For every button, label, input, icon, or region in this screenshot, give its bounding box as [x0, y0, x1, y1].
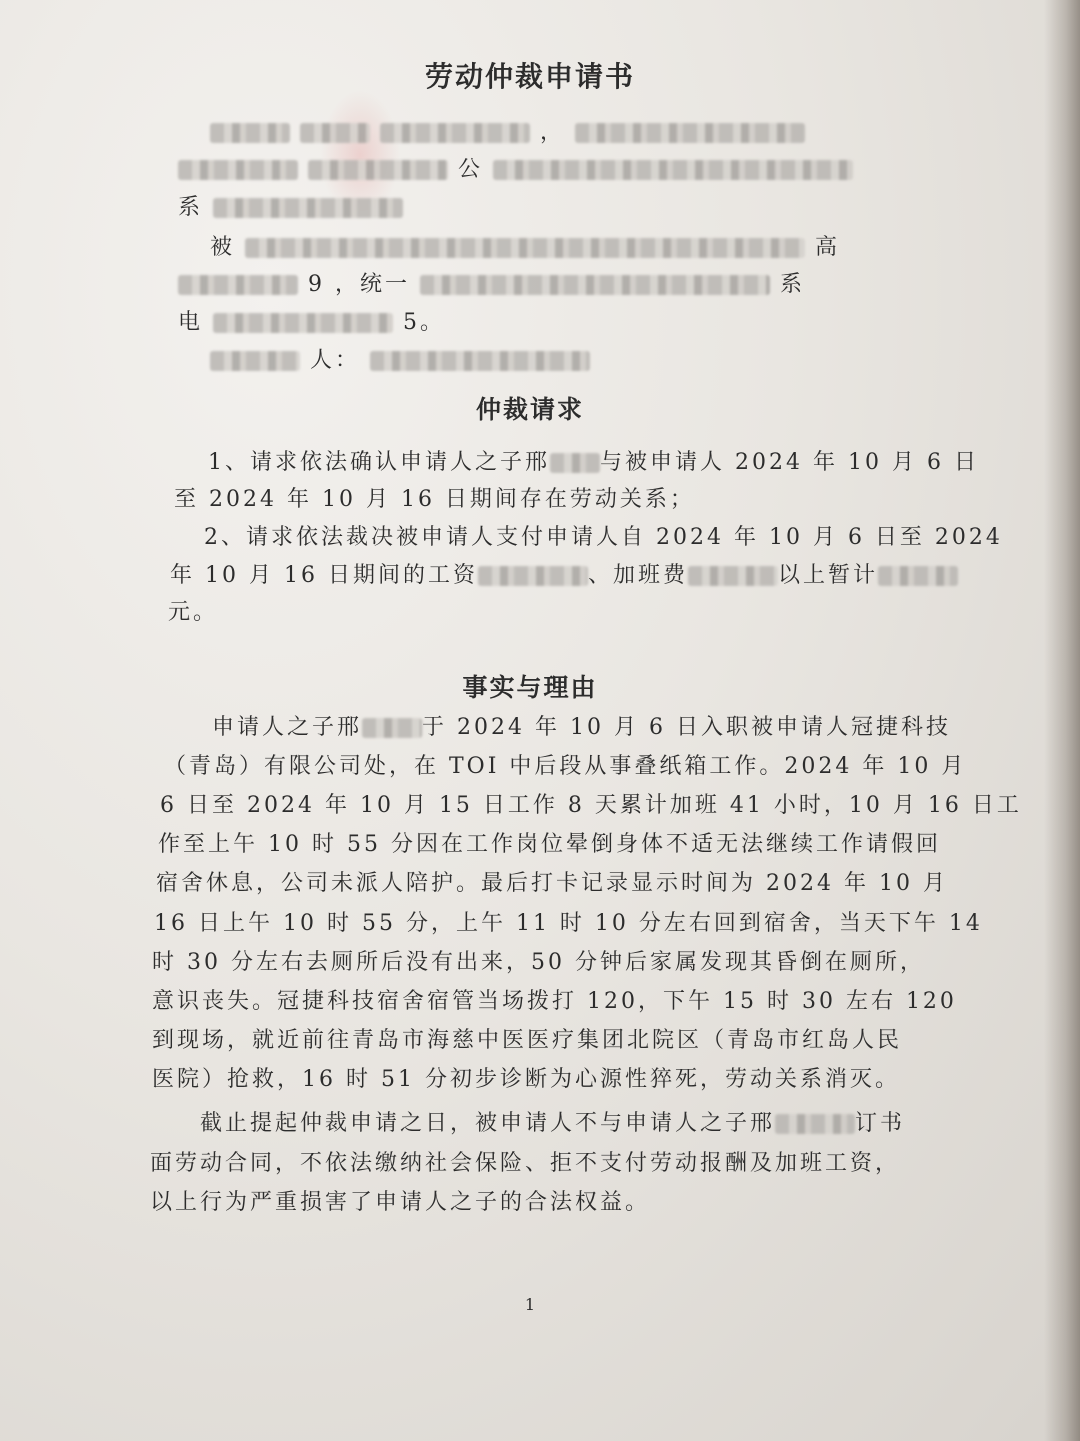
facts-p1-line-5: 宿舍休息，公司未派人陪护。最后打卡记录显示时间为 2024 年 10 月: [156, 871, 948, 896]
request-2-line-3: 元。: [168, 600, 219, 625]
respondent-text: ，统一: [335, 272, 411, 297]
applicant-line-1: [210, 115, 805, 146]
redaction: [300, 123, 370, 143]
respondent-text: 系: [780, 272, 806, 297]
respondent-line-1: [210, 230, 840, 261]
page-number: 1: [524, 1295, 536, 1314]
facts-p1-line-2: （青岛）有限公司处，在 TOI 中后段从事叠纸箱工作。2024 年 10 月: [164, 754, 967, 779]
redaction: [213, 313, 393, 333]
facts-p2-line-1: [200, 1106, 905, 1137]
facts-text: 订书: [855, 1111, 906, 1136]
redaction: [210, 351, 300, 371]
request-text: 、加班费: [587, 563, 688, 588]
applicant-text: 公: [458, 157, 484, 182]
request-1-line-1: [208, 445, 979, 476]
respondent-line-2: [178, 267, 805, 298]
facts-p2-line-3: 以上行为严重损害了申请人之子的合法权益。: [150, 1190, 651, 1215]
redaction: [178, 275, 298, 295]
respondent-line-3: [178, 305, 445, 336]
facts-p2-line-2: 面劳动合同，不依法缴纳社会保险、拒不支付劳动报酬及加班工资，: [150, 1151, 901, 1176]
facts-p1-line-1: [212, 710, 951, 741]
redaction: [493, 160, 853, 180]
facts-p1-line-9: 到现场，就近前往青岛市海慈中医医疗集团北院区（青岛市红岛人民: [152, 1028, 903, 1053]
redaction: [575, 123, 805, 143]
applicant-text: 系: [178, 195, 204, 220]
applicant-line-2: [178, 152, 853, 183]
redaction: [380, 123, 530, 143]
redaction: [878, 566, 958, 586]
redaction: [370, 351, 590, 371]
requests-heading: 仲裁请求: [475, 395, 584, 424]
applicant-text: ，: [540, 120, 566, 145]
facts-p1-line-8: 意识丧失。冠捷科技宿舍宿管当场拨打 120，下午 15 时 30 左右 120: [152, 989, 957, 1014]
request-2-line-2: [170, 558, 958, 589]
redaction: [688, 566, 778, 586]
redaction: [775, 1114, 855, 1134]
respondent-text: 被: [210, 235, 236, 260]
respondent-text: 高: [815, 235, 841, 260]
respondent-text: 电: [178, 310, 204, 335]
request-1-line-2: 至 2024 年 10 月 16 日期间存在劳动关系；: [174, 487, 695, 512]
facts-p1-line-6: 16 日上午 10 时 55 分，上午 11 时 10 分左右回到宿舍，当天下午 14: [154, 911, 983, 936]
request-text: 以上暂计: [777, 563, 878, 588]
agent-text: 人：: [310, 348, 361, 373]
request-2-line-1: 2、请求依法裁决被申请人支付申请人自 2024 年 10 月 6 日至 2024: [204, 525, 1003, 550]
request-text: 年 10 月 16 日期间的工资: [170, 563, 478, 588]
redaction: [308, 160, 448, 180]
facts-p1-line-7: 时 30 分左右去厕所后没有出来，50 分钟后家属发现其昏倒在厕所，: [152, 950, 925, 975]
applicant-line-3: [178, 190, 403, 221]
redaction: [245, 238, 805, 258]
request-text: 1、请求依法确认申请人之子邢: [208, 450, 550, 475]
facts-text: 于 2024 年 10 月 6 日入职被申请人冠捷科技: [422, 715, 951, 740]
facts-heading: 事实与理由: [462, 673, 598, 702]
document-page: [140, 30, 1022, 1410]
facts-p1-line-3: 6 日至 2024 年 10 月 15 日工作 8 天累计加班 41 小时，10 月 16 日工: [160, 793, 1022, 818]
facts-p1-line-4: 作至上午 10 时 55 分因在工作岗位晕倒身体不适无法继续工作请假回: [158, 832, 941, 857]
page-edge-shadow: [1044, 0, 1080, 1441]
facts-text: 申请人之子邢: [212, 715, 363, 740]
redaction: [478, 566, 588, 586]
redaction: [420, 275, 770, 295]
agent-line: [210, 343, 590, 374]
facts-text: 截止提起仲裁申请之日，被申请人不与申请人之子邢: [200, 1111, 776, 1136]
redaction: [362, 718, 422, 738]
redaction: [213, 198, 403, 218]
request-text: 与被申请人 2024 年 10 月 6 日: [600, 450, 979, 475]
redaction: [178, 160, 298, 180]
document-title: 劳动仲裁申请书: [424, 60, 635, 93]
respondent-text: 9: [308, 272, 325, 297]
facts-p1-line-10: 医院）抢救，16 时 51 分初步诊断为心源性猝死，劳动关系消灭。: [152, 1067, 900, 1092]
redaction: [210, 123, 290, 143]
respondent-text: 5。: [403, 310, 446, 335]
redaction: [550, 453, 600, 473]
